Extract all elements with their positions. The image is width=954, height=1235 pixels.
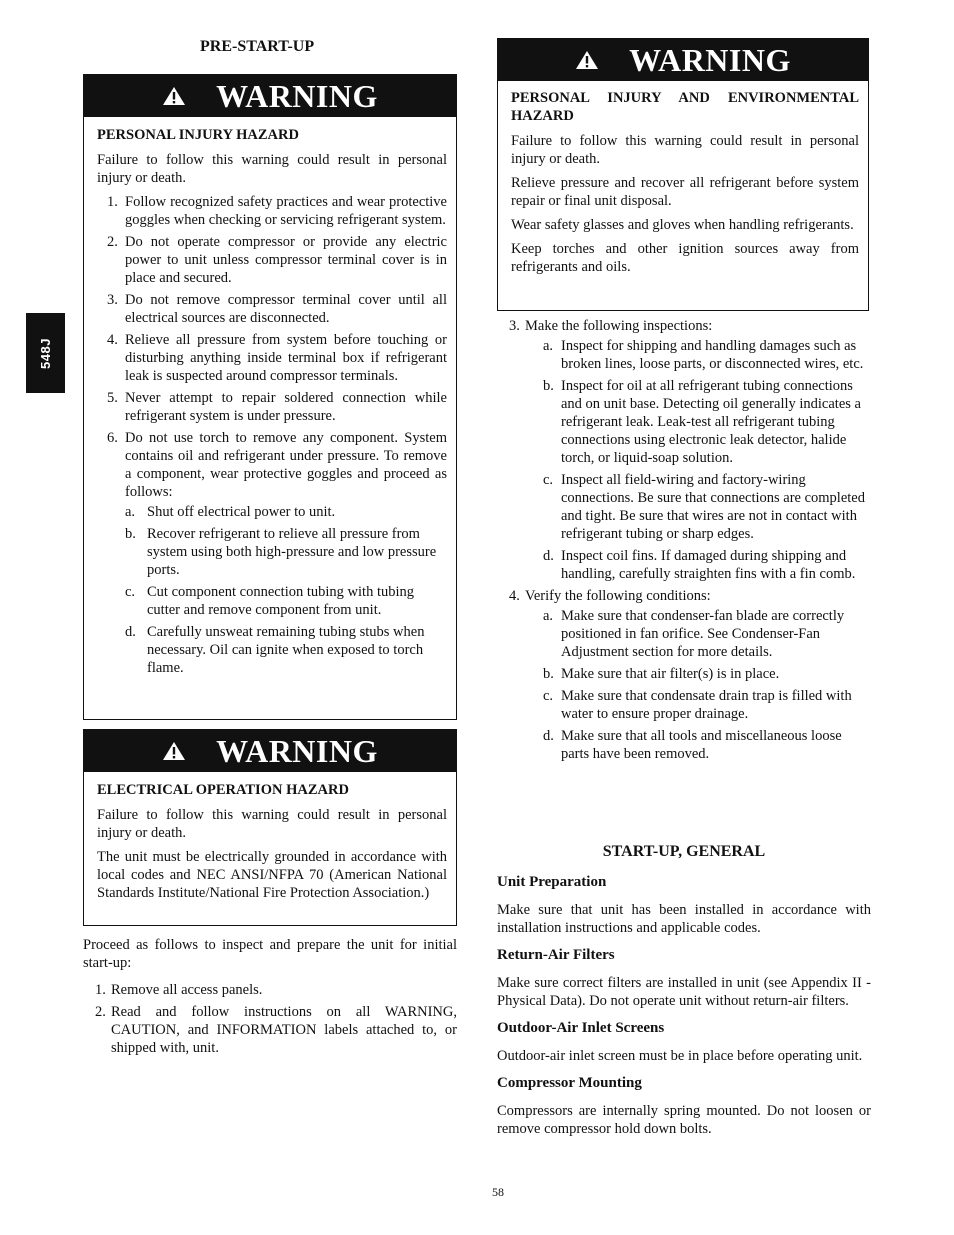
warning-paragraph: Keep torches and other ignition sources away from refrigerants and oils. [511,241,859,275]
sub-list-item: d. Make sure that all tools and miscellaneous loose parts have been removed. [543,728,842,762]
list-item: 2. Do not operate compressor or provide any electric power to unit unless compressor terminal cover is in place and secured. [107,234,447,286]
subsection-text: Outdoor-air inlet screen must be in place before operating unit. [497,1048,863,1064]
steps-list [83,981,457,1057]
sub-list [125,503,447,677]
subsection-text: Compressors are internally spring mounted. Do not loosen or remove compressor hold down bolts. [497,1103,871,1137]
warning-body: The unit must be electrically grounded in accordance with local codes and NEC ANSI/NFPA 70 (American National Standards Institute/National Fire Protection Association.) [97,849,447,901]
warning-triangle-icon [575,50,599,70]
list-item: 2. Read and follow instructions on all WARNING, CAUTION, and INFORMATION labels attached to, or shipped with, unit. [95,1004,457,1056]
subsection-title: Compressor Mounting [497,1075,642,1091]
warning-paragraph: Failure to follow this warning could result in personal injury or death. [511,133,859,167]
preparation-steps [83,936,457,1061]
steps-list [497,317,871,763]
page-number: 58 [492,1185,504,1199]
sub-list [543,337,871,583]
warning-intro: Failure to follow this warning could result in personal injury or death. [97,807,447,841]
sub-list-item: b. Recover refrigerant to relieve all pressure from system using both high-pressure and low pressure ports. [125,526,437,578]
sub-list-item: c. Cut component connection tubing with tubing cutter and remove component from unit. [125,584,415,618]
warning-header [84,730,456,772]
list-item: 3. Do not remove compressor terminal cover until all electrical sources are disconnected. [107,292,447,326]
hazard-title: PERSONAL INJURY AND ENVIRONMENTAL HAZARD [511,90,859,124]
side-tab [26,313,65,393]
sub-list-item: d. Carefully unsweat remaining tubing stubs when necessary. Oil can ignite when exposed to torch flame. [125,624,425,676]
warning-paragraph: Wear safety glasses and gloves when handling refrigerants. [511,217,854,233]
warning-triangle-icon [162,86,186,106]
sub-list-item: b. Inspect for oil at all refrigerant tubing connections and on unit base. Detecting oil generally indicates a refrigerant leak. Leak-test all refrigerant tubing connections using electronic leak detector, halide torch, or liquid-soap solution. [543,378,861,466]
sub-list-item: c. Inspect all field-wiring and factory-wiring connections. Be sure that connections are completed and tight. Be sure that wires are not in contact with refrigerant tubing or sharp edges. [543,472,865,542]
warning-intro: Failure to follow this warning could result in personal injury or death. [97,152,447,186]
inspection-steps [497,317,871,767]
list-item: 4. Relieve all pressure from system before touching or disturbing anything inside terminal box if refrigerant leak is suspected around compressor terminals. [107,332,447,384]
list-item: 6. Do not use torch to remove any component. System contains oil and refrigerant under pressure. To remove a component, wear protective goggles and proceed as follows: a. Shut off electrical power to unit. b. Recover refrigerant to relieve all pressure from system using both high-pressure and low pressure ports. c. Cut component connection tubing with tubing cutter and remove component from unit. d. Carefully unsweat remaining tubing stubs when necessary. Oil can ignite when exposed to torch flame. [107,430,447,676]
start-up-heading: START-UP, GENERAL [602,843,766,860]
list-item: 5. Never attempt to repair soldered connection while refrigerant system is under pressure. [107,390,447,424]
list-item: 1. Follow recognized safety practices and wear protective goggles when checking or servicing refrigerant system. [107,194,447,228]
sub-list-item: d. Inspect coil fins. If damaged during shipping and handling, carefully straighten fins with a fin comb. [543,548,856,582]
list-item: 1. Remove all access panels. [95,982,263,998]
sub-list-item: c. Make sure that condensate drain trap is filled with water to ensure proper drainage. [543,688,852,722]
sub-list-item: a. Shut off electrical power to unit. [125,504,336,520]
warning-header [498,39,868,81]
hazard-title: ELECTRICAL OPERATION HAZARD [97,782,349,798]
warning-title: WARNING [216,733,378,769]
subsection-text: Make sure that unit has been installed in accordance with installation instructions and applicable codes. [497,902,871,936]
subsection-title: Unit Preparation [497,874,607,890]
warning-box-electrical [83,729,457,926]
warning-box-environmental [497,38,869,311]
warning-box-personal-injury [83,74,457,720]
start-up-general-section [497,835,871,1147]
warning-title: WARNING [216,78,378,114]
warning-triangle-icon [162,741,186,761]
warning-title: WARNING [629,42,791,78]
pre-start-up-heading: PRE-START-UP [200,38,315,55]
subsection-title: Return-Air Filters [497,947,615,963]
subsection-title: Outdoor-Air Inlet Screens [497,1020,665,1036]
list-item: 4. Verify the following conditions: a. Make sure that condenser-fan blade are correctly positioned in fan orifice. See Condenser-Fan Adjustment section for more details. b. Make sure that air filter(s) is in place. c. Make sure that condensate drain trap is filled with water to ensure proper drainage. d. Make sure that all tools and miscellaneous loose parts have been removed. [497,587,871,763]
warning-list [97,193,447,677]
subsection-text: Make sure correct filters are installed in unit (see Appendix II - Physical Data). Do not operate unit without return-air filters. [497,975,871,1009]
hazard-title: PERSONAL INJURY HAZARD [97,127,299,143]
proceed-paragraph: Proceed as follows to inspect and prepare the unit for initial start-up: [83,937,457,971]
sub-list-item: a. Inspect for shipping and handling damages such as broken lines, loose parts, or disconnected wires, etc. [543,338,864,372]
warning-header [84,75,456,117]
side-tab-label: 548J [37,337,53,369]
warning-paragraph: Relieve pressure and recover all refrigerant before system repair or final unit disposal. [511,175,859,209]
sub-list [543,607,871,763]
sub-list-item: a. Make sure that condenser-fan blade are correctly positioned in fan orifice. See Condenser-Fan Adjustment section for more details. [543,608,845,660]
sub-list-item: b. Make sure that air filter(s) is in place. [543,666,780,682]
list-item: 3. Make the following inspections: a. Inspect for shipping and handling damages such as broken lines, loose parts, or disconnected wires, etc. b. Inspect for oil at all refrigerant tubing connections and on unit base. Detecting oil generally indicates a refrigerant leak. Leak-test all refrigerant tubing connections using electronic leak detector, halide torch, or liquid-soap solution. c. Inspect all field-wiring and factory-wiring connections. Be sure that connections are completed and tight. Be sure that wires are not in contact with refrigerant tubing or sharp edges. d. Inspect coil fins. If damaged during shipping and handling, carefully straighten fins with a fin comb. [497,317,871,583]
